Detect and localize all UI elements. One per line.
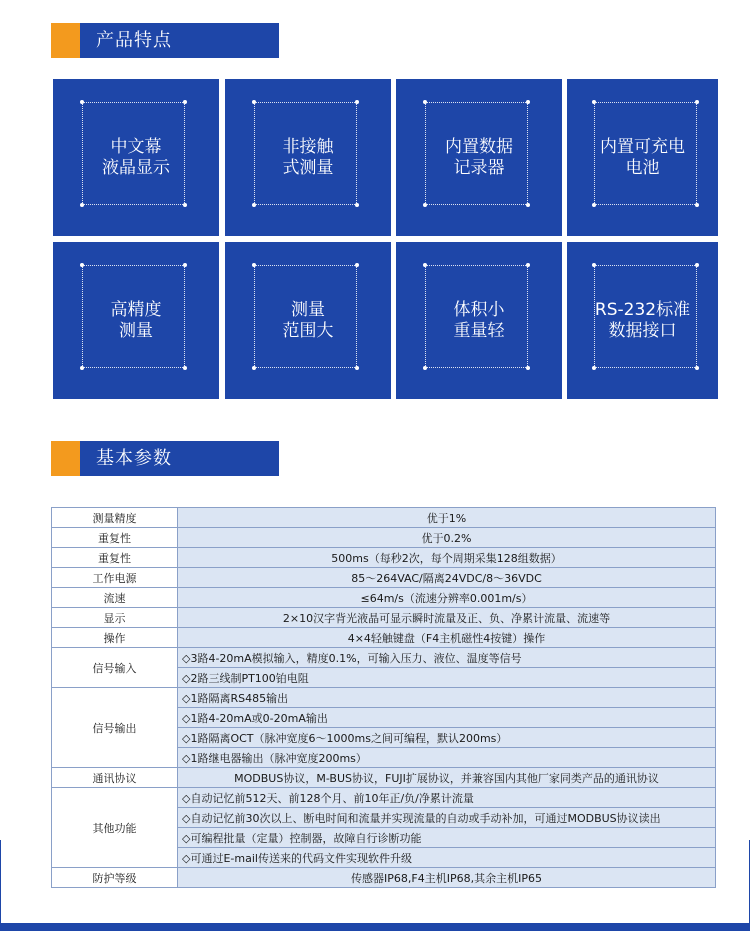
feature-label: 中文幕 液晶显示 [102,136,170,178]
param-label: 重复性 [52,548,178,568]
table-row [52,568,716,588]
section-header-features [51,23,279,58]
param-label: 流速 [52,588,178,608]
feature-tile [567,79,718,236]
feature-tile [396,242,562,399]
param-label: 信号输入 [52,648,178,688]
param-label: 其他功能 [52,788,178,868]
feature-grid [53,79,718,399]
param-label: 重复性 [52,528,178,548]
param-value: 优于0.2% [178,528,716,548]
table-row [52,628,716,648]
param-value: 500ms（每秒2次，每个周期采集128组数据） [178,548,716,568]
param-item: ◇自动记忆前512天、前128个月、前10年正/负/净累计流量 [178,788,716,808]
table-row [52,868,716,888]
feature-tile [225,79,391,236]
table-row [52,508,716,528]
bottom-bar [0,923,750,931]
param-label: 防护等级 [52,868,178,888]
feature-label: 高精度 测量 [110,299,162,341]
params-table [51,507,716,888]
section-title: 产品特点 [80,23,279,58]
feature-label: RS-232标准 数据接口 [594,299,691,341]
table-row [52,648,716,668]
param-value: MODBUS协议，M-BUS协议，FUJI扩展协议，并兼容国内其他厂家同类产品的通讯协议 [178,768,716,788]
param-label: 工作电源 [52,568,178,588]
param-item: ◇1路隔离OCT（脉冲宽度6～1000ms之间可编程，默认200ms） [178,728,716,748]
header-accent [51,23,80,58]
param-item: ◇1路4-20mA或0-20mA输出 [178,708,716,728]
table-row [52,548,716,568]
param-label: 通讯协议 [52,768,178,788]
param-item: ◇1路隔离RS485输出 [178,688,716,708]
param-label: 操作 [52,628,178,648]
table-row [52,588,716,608]
table-row [52,528,716,548]
feature-tile [396,79,562,236]
feature-tile [53,79,219,236]
param-label: 测量精度 [52,508,178,528]
section-header-params [51,441,279,476]
param-label: 显示 [52,608,178,628]
param-item: ◇1路继电器输出（脉冲宽度200ms） [178,748,716,768]
header-accent [51,441,80,476]
param-item: ◇可编程批量（定量）控制器，故障自行诊断功能 [178,828,716,848]
param-value: 优于1% [178,508,716,528]
feature-label: 体积小 重量轻 [453,299,505,341]
section-title: 基本参数 [80,441,279,476]
feature-label: 内置数据 记录器 [445,136,513,178]
param-value: ≤64m/s（流速分辨率0.001m/s） [178,588,716,608]
param-item: ◇3路4-20mA模拟输入，精度0.1%，可输入压力、液位、温度等信号 [178,648,716,668]
param-item: ◇自动记忆前30次以上、断电时间和流量并实现流量的自动或手动补加，可通过MODBUS协议读出 [178,808,716,828]
param-value: 85～264VAC/隔离24VDC/8～36VDC [178,568,716,588]
table-row [52,688,716,708]
feature-tile [225,242,391,399]
table-row [52,788,716,808]
table-row [52,768,716,788]
feature-label: 非接触 式测量 [282,136,334,178]
param-value: 2×10汉字背光液晶可显示瞬时流量及正、负、净累计流量、流速等 [178,608,716,628]
edge-line-left [0,840,1,924]
feature-tile [567,242,718,399]
param-label: 信号输出 [52,688,178,768]
feature-label: 测量 范围大 [282,299,334,341]
param-item: ◇2路三线制PT100铂电阻 [178,668,716,688]
feature-label: 内置可充电 电池 [600,136,685,178]
param-value: 传感器IP68,F4主机IP68,其余主机IP65 [178,868,716,888]
param-value: 4×4轻触键盘（F4主机磁性4按键）操作 [178,628,716,648]
table-row [52,608,716,628]
param-item: ◇可通过E-mail传送来的代码文件实现软件升级 [178,848,716,868]
feature-tile [53,242,219,399]
